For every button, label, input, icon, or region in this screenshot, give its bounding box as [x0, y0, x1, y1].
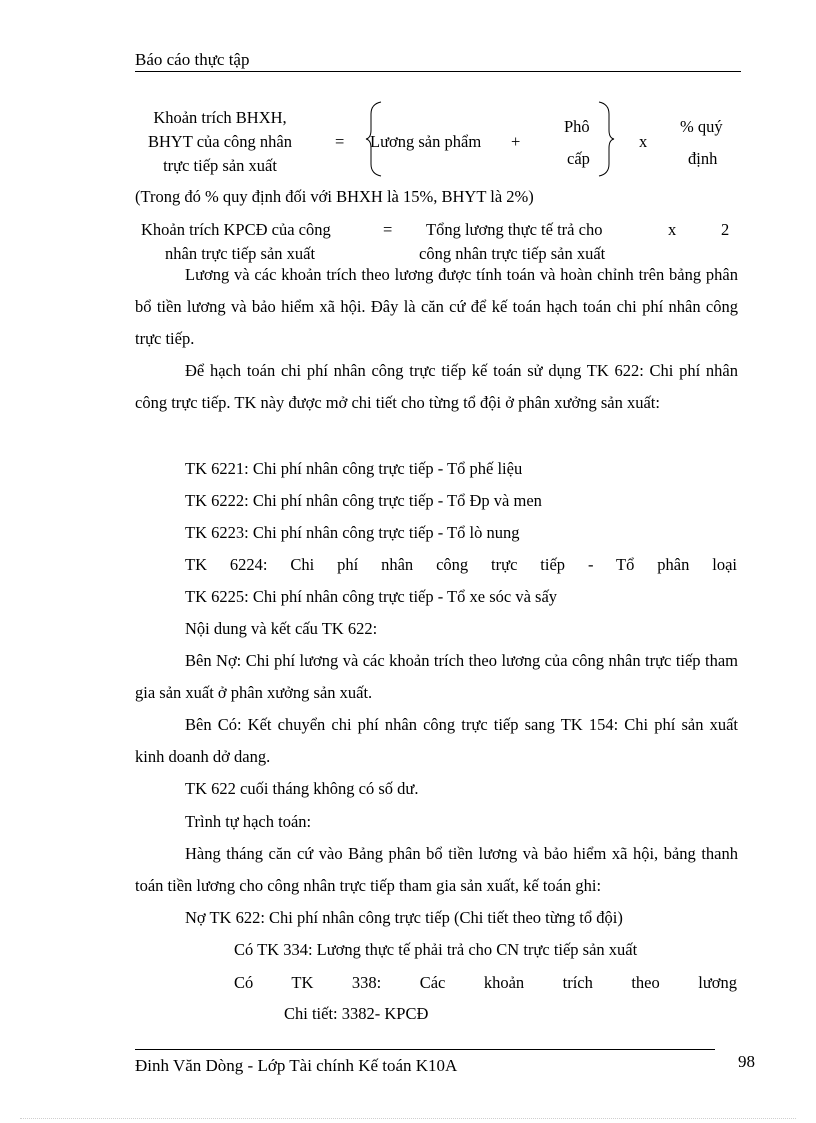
page-header-title: Báo cáo thực tập: [135, 50, 250, 69]
credit-entry-338: Có TK 338: Các khoản trích theo lương: [234, 973, 737, 992]
credit-entry-334: Có TK 334: Lương thực tế phải trả cho CN trực tiếp sản xuất: [234, 940, 638, 959]
debit-entry: Nợ TK 622: Chi phí nhân công trực tiếp (Chi tiết theo từng tổ đội): [185, 908, 623, 927]
procedure-heading: Trình tự hạch toán:: [185, 812, 312, 831]
formula1-term-cap: cấp: [567, 149, 590, 168]
formula2-factor: 2: [721, 220, 730, 239]
rate-note: (Trong đó % quy định đối với BHXH là 15%, BHYT là 2%): [135, 187, 534, 206]
formula1-term-dinh: định: [688, 149, 718, 168]
formula2-equals: =: [383, 220, 393, 239]
no-balance-note: TK 622 cuối tháng không có số dư.: [185, 779, 419, 798]
footer-author: Đinh Văn Dòng - Lớp Tài chính Kế toán K10A: [135, 1056, 458, 1075]
account-item: TK 6222: Chi phí nhân công trực tiếp - Tổ Đp và men: [185, 491, 542, 510]
formula1-left-line3: trực tiếp sản xuất: [163, 156, 277, 175]
account-item: TK 6221: Chi phí nhân công trực tiếp - Tổ phế liệu: [185, 459, 523, 478]
credit-side: Bên Có: Kết chuyển chi phí nhân công trực tiếp sang TK 154: Chi phí sản xuất kinh doanh dở dang.: [135, 715, 738, 766]
footer-rule: [135, 1049, 715, 1050]
formula1-term-pho: Phô: [564, 117, 590, 136]
account-item: TK 6225: Chi phí nhân công trực tiếp - Tổ xe sóc và sấy: [185, 587, 558, 606]
formula2-times: x: [668, 220, 677, 239]
right-brace: [595, 100, 615, 178]
formula1-term-phan-tram: % quý: [680, 117, 723, 136]
page-number: 98: [738, 1052, 755, 1071]
formula1-equals: =: [335, 132, 345, 151]
formula1-plus: +: [511, 132, 521, 151]
credit-entry-detail: Chi tiết: 3382- KPCĐ: [284, 1004, 429, 1023]
procedure-text: Hàng tháng căn cứ vào Bảng phân bổ tiền lương và bảo hiểm xã hội, bảng thanh toán tiền lương cho công nhân trực tiếp tham gia sản xuất, kế toán ghi:: [135, 844, 738, 895]
formula1-left-line1: Khoản trích BHXH,: [153, 108, 287, 127]
account-item: TK 6224: Chi phí nhân công trực tiếp - Tổ phân loại: [185, 555, 737, 574]
formula1-term-luong-san-pham: Lương sản phẩm: [370, 132, 482, 151]
formula2-left-line1: Khoản trích KPCĐ của công: [141, 220, 331, 239]
paragraph-luong: Lương và các khoản trích theo lương được tính toán và hoàn chỉnh trên bảng phân bổ tiền lương và bảo hiểm xã hội. Đây là căn cứ để kế toán hạch toán chi phí nhân công trực tiếp.: [135, 265, 738, 348]
paragraph-tk622: Để hạch toán chi phí nhân công trực tiếp kế toán sử dụng TK 622: Chi phí nhân công trực tiếp. TK này được mở chi tiết cho từng tổ đội ở phân xưởng sản xuất:: [135, 361, 738, 412]
account-item: TK 6223: Chi phí nhân công trực tiếp - Tổ lò nung: [185, 523, 520, 542]
formula1-left-line2: BHYT của công nhân: [147, 132, 293, 151]
formula2-mid-line1: Tổng lương thực tế trả cho: [426, 220, 603, 239]
formula2-mid-line2: công nhân trực tiếp sản xuất: [419, 244, 606, 263]
structure-heading: Nội dung và kết cấu TK 622:: [185, 619, 378, 638]
page-bottom-border: [20, 1118, 796, 1119]
formula1-times: x: [639, 132, 648, 151]
formula2-left-line2: nhân trực tiếp sản xuất: [165, 244, 316, 263]
header-rule: [135, 71, 741, 72]
debit-side: Bên Nợ: Chi phí lương và các khoản trích theo lương của công nhân trực tiếp tham gia sản xuất ở phân xưởng sản xuất.: [135, 651, 738, 702]
